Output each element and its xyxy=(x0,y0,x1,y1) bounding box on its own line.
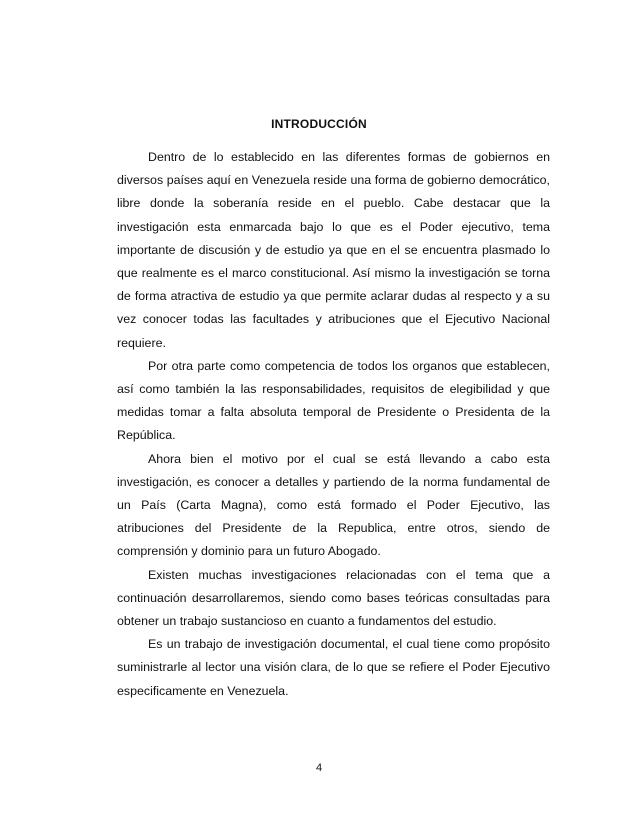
paragraph-2: Por otra parte como competencia de todos los organos que establecen, así como también la las responsabilidades, requisitos de elegibilidad y que medidas tomar a falta absoluta temporal de Presidente o Presidenta de la República. xyxy=(117,358,550,443)
paragraph-4: Existen muchas investigaciones relacionadas con el tema que a continuación desarrollaremos, siendo como bases teóricas consultadas para obtener un trabajo sustancioso en cuanto a fundamentos del estudio. xyxy=(117,567,550,629)
paragraph-3: Ahora bien el motivo por el cual se está llevando a cabo esta investigación, es conocer a detalles y partiendo de la norma fundamental de un País (Carta Magna), como está formado el Poder Ejecutivo, las atribuciones del Presidente de la Republica, entre otros, siendo de comprensión y dominio para un futuro Abogado. xyxy=(117,451,550,559)
page-title: INTRODUCCIÓN xyxy=(271,117,367,131)
paragraph-5: Es un trabajo de investigación documental, el cual tiene como propósito suministrarle al lector una visión clara, de lo que se refiere el Poder Ejecutivo especificamente en Venezuela. xyxy=(117,637,550,698)
body-text xyxy=(117,146,550,703)
page-number: 4 xyxy=(315,762,323,774)
paragraph-1: Dentro de lo establecido en las diferentes formas de gobiernos en diversos países aquí en Venezuela reside una forma de gobierno democrático, libre donde la soberanía reside en el pueblo. Cabe destacar que la investigación esta enmarcada bajo lo que es el Poder ejecutivo, tema importante de discusión y de estudio ya que en el se encuentra plasmado lo que realmente es el marco constitucional. Así mismo la investigación se torna de forma atractiva de estudio ya que permite aclarar dudas al respecto y a su vez conocer todas las facultades y atribuciones que el Ejecutivo Nacional requiere. xyxy=(117,150,550,350)
